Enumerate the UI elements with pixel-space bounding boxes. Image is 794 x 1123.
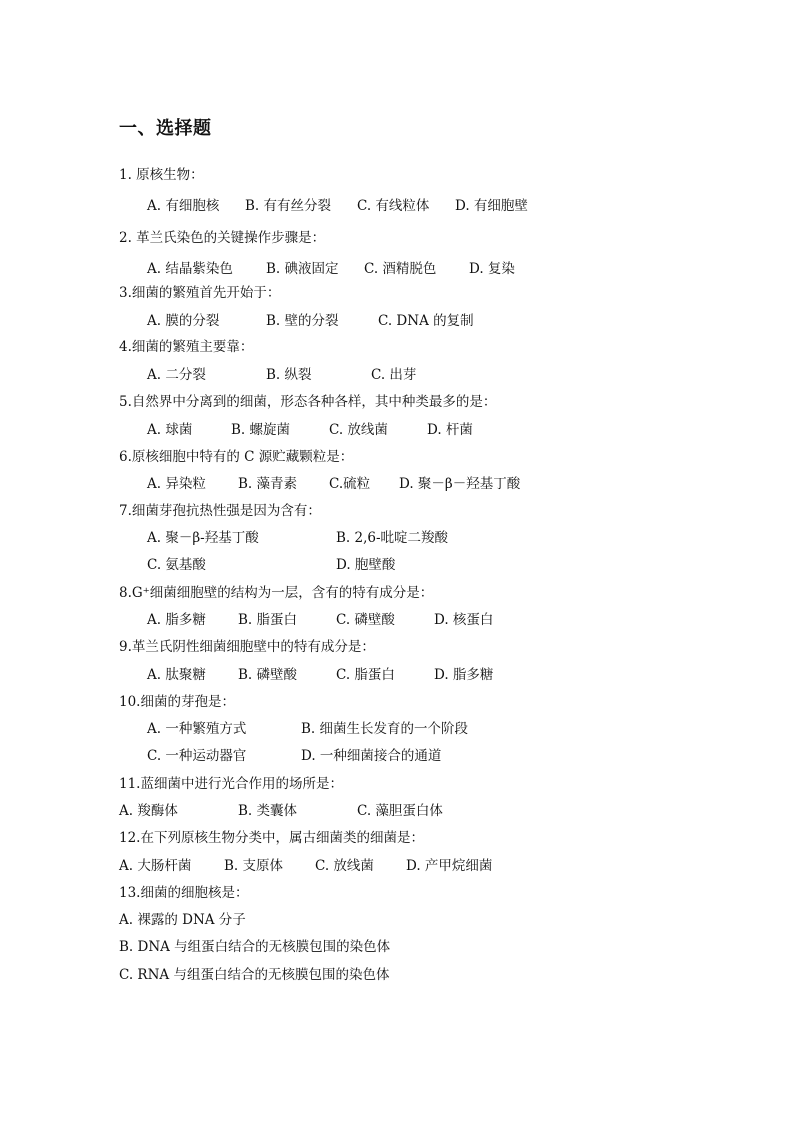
question-13-option-b: B. DNA 与组蛋白结合的无核膜包围的染色体	[119, 939, 391, 955]
question-1-option-b: B. 有有丝分裂	[245, 198, 332, 214]
question-10-option-d: D. 一种细菌接合的通道	[301, 748, 442, 764]
question-7-option-a: A. 聚－β-羟基丁酸	[147, 530, 259, 546]
question-4-option-a: A. 二分裂	[147, 367, 206, 383]
question-1-option-c: C. 有线粒体	[357, 198, 430, 214]
question-5-stem: 5.自然界中分离到的细菌，形态各种各样，其中种类最多的是：	[119, 394, 497, 410]
question-8-stem: 8.G⁺细菌细胞壁的结构为一层，含有的特有成分是：	[119, 585, 434, 601]
question-2-option-b: B. 碘液固定	[266, 261, 339, 277]
question-3-option-a: A. 膜的分裂	[147, 313, 220, 329]
question-10-option-c: C. 一种运动器官	[147, 748, 247, 764]
question-3-option-c: C. DNA 的复制	[378, 313, 474, 329]
question-13-option-c: C. RNA 与组蛋白结合的无核膜包围的染色体	[119, 967, 390, 983]
question-10-option-b: B. 细菌生长发育的一个阶段	[301, 721, 469, 737]
question-13-stem: 13.细菌的细胞核是：	[119, 885, 249, 901]
question-13-option-a: A. 裸露的 DNA 分子	[119, 912, 246, 928]
question-5-option-b: B. 螺旋菌	[231, 422, 291, 438]
question-12-option-a: A. 大肠杆菌	[119, 858, 192, 874]
question-2-option-d: D. 复染	[469, 261, 515, 277]
question-1-option-d: D. 有细胞壁	[455, 198, 528, 214]
question-10-option-a: A. 一种繁殖方式	[147, 721, 247, 737]
question-10-stem: 10.细菌的芽孢是：	[119, 694, 235, 710]
question-3-option-b: B. 壁的分裂	[266, 313, 339, 329]
question-4-option-c: C. 出芽	[371, 367, 417, 383]
question-6-option-c: C.硫粒	[329, 476, 371, 492]
question-8-option-c: C. 磷壁酸	[336, 612, 395, 628]
question-8-option-d: D. 核蛋白	[434, 612, 494, 628]
question-1-option-a: A. 有细胞核	[147, 198, 220, 214]
question-7-stem: 7.细菌芽孢抗热性强是因为含有：	[119, 503, 321, 519]
question-9-option-b: B. 磷壁酸	[238, 667, 298, 683]
question-6-option-b: B. 藻青素	[238, 476, 298, 492]
question-12-option-b: B. 支原体	[224, 858, 284, 874]
question-8-option-b: B. 脂蛋白	[238, 612, 298, 628]
question-9-option-d: D. 脂多糖	[434, 667, 494, 683]
question-5-option-a: A. 球菌	[147, 422, 193, 438]
question-7-option-c: C. 氨基酸	[147, 557, 206, 573]
question-8-option-a: A. 脂多糖	[147, 612, 206, 628]
question-4-option-b: B. 纵裂	[266, 367, 312, 383]
question-12-option-d: D. 产甲烷细菌	[406, 858, 493, 874]
question-6-option-a: A. 异染粒	[147, 476, 206, 492]
question-2-option-c: C. 酒精脱色	[364, 261, 437, 277]
question-11-option-a: A. 羧酶体	[119, 803, 178, 819]
question-9-option-a: A. 肽聚糖	[147, 667, 206, 683]
section-title: 一、选择题	[119, 118, 212, 139]
question-12-stem: 12.在下列原核生物分类中，属古细菌类的细菌是：	[119, 830, 424, 846]
question-3-stem: 3.细菌的繁殖首先开始于：	[119, 285, 281, 301]
question-7-option-b: B. 2,6-吡啶二羧酸	[336, 530, 449, 546]
question-1-stem: 1. 原核生物：	[119, 167, 204, 183]
question-11-option-b: B. 类囊体	[238, 803, 298, 819]
question-2-option-a: A. 结晶紫染色	[147, 261, 233, 277]
question-4-stem: 4.细菌的繁殖主要靠：	[119, 339, 254, 355]
question-7-option-d: D. 胞壁酸	[336, 557, 396, 573]
question-5-option-d: D. 杆菌	[427, 422, 473, 438]
question-6-stem: 6.原核细胞中特有的 C 源贮藏颗粒是：	[119, 449, 354, 465]
question-5-option-c: C. 放线菌	[329, 422, 388, 438]
question-11-option-c: C. 藻胆蛋白体	[357, 803, 443, 819]
question-9-stem: 9.革兰氏阴性细菌细胞壁中的特有成分是：	[119, 639, 375, 655]
question-6-option-d: D. 聚－β－羟基丁酸	[399, 476, 521, 492]
question-11-stem: 11.蓝细菌中进行光合作用的场所是：	[119, 776, 343, 792]
question-2-stem: 2. 革兰氏染色的关键操作步骤是：	[119, 230, 326, 246]
question-9-option-c: C. 脂蛋白	[336, 667, 395, 683]
question-12-option-c: C. 放线菌	[315, 858, 374, 874]
